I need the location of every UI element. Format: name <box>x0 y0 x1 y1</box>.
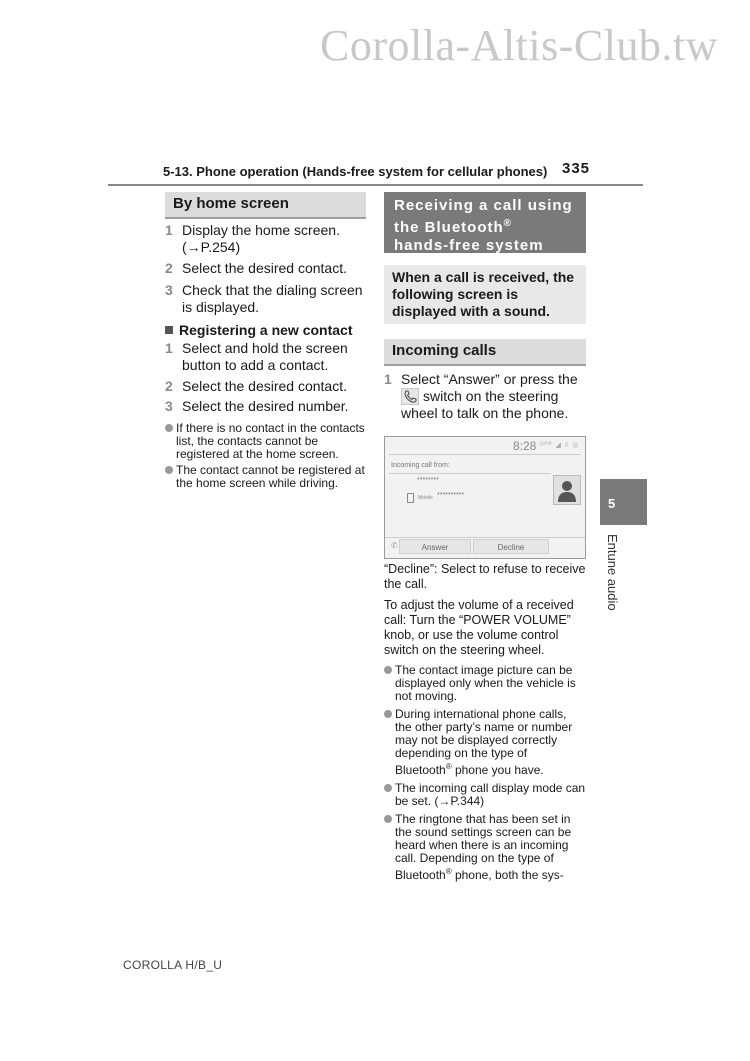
step-item: 3 Select the desired number. <box>165 398 349 414</box>
intro-box: When a call is received, the following screen is displayed with a sound. <box>384 265 586 324</box>
chapter-tab-label: Entune audio <box>605 534 620 611</box>
note-item: During international phone calls, the other party’s name or number may not be displayed correctly depending on the type of Bluetooth® phone you have. <box>384 708 586 777</box>
incoming-step <box>384 371 586 422</box>
note-item: The incoming call display mode can be set. (→P.344) <box>384 782 586 808</box>
step-item: 2 Select the desired contact. <box>165 378 347 394</box>
caller-number: ********** <box>437 492 465 499</box>
bullet-dot-icon <box>165 424 173 432</box>
note-item: If there is no contact in the contacts list, the contacts cannot be registered at the home screen. <box>165 422 365 461</box>
screen-clock: 8:28 <box>513 439 537 453</box>
mobile-phone-icon <box>407 493 414 503</box>
step-item: 1 Select and hold the screen button to add a contact. <box>165 340 348 373</box>
page-number: 335 <box>562 160 591 177</box>
section-title: 5-13. Phone operation (Hands-free system for cellular phones) <box>163 164 548 179</box>
caller-name: ******** <box>417 477 439 484</box>
step-item: 2 Select the desired contact. <box>165 260 347 276</box>
subheading-register-contact: Registering a new contact <box>165 322 365 338</box>
square-bullet-icon <box>165 326 173 334</box>
bullet-dot-icon <box>384 815 392 823</box>
divider <box>389 473 551 474</box>
footer-model: COROLLA H/B_U <box>123 958 223 972</box>
bullet-dot-icon <box>384 710 392 718</box>
subsection-heading-incoming-calls: Incoming calls <box>384 339 586 366</box>
step-item: 3 Check that the dialing screen is displayed. <box>165 282 363 315</box>
phone-switch-icon <box>401 388 419 405</box>
bullet-dot-icon <box>384 784 392 792</box>
note-item: The contact image picture can be displayed only when the vehicle is not moving. <box>384 664 586 703</box>
incoming-from-label: Incoming call from: <box>391 462 450 469</box>
volume-note: To adjust the volume of a received call: Turn the “POWER VOLUME” knob, or use the volume control switch on the steering wheel. <box>384 598 574 657</box>
chapter-tab: 5 <box>600 479 647 525</box>
screen-status-icons: ᴳᴾᴿ ◢ ◊ ◎ <box>540 442 580 449</box>
bullet-dot-icon <box>165 466 173 474</box>
phone-icon: ✆ <box>391 541 398 550</box>
note-item: The contact cannot be registered at the home screen while driving. <box>165 464 365 490</box>
mobile-label: Mobile <box>418 495 433 501</box>
step-item: 1 Display the home screen. (→P.254) <box>165 222 340 255</box>
bullet-dot-icon <box>384 666 392 674</box>
incoming-call-screen <box>384 436 586 559</box>
decline-button[interactable]: Decline <box>473 539 549 554</box>
divider <box>389 454 581 455</box>
note-item: The ringtone that has been set in the sound settings screen can be heard when there is an incoming call. Depending on the type of Bluetooth® phone, both the sys- <box>384 813 586 882</box>
call-notes <box>384 562 586 882</box>
section-heading-home-screen: By home screen <box>165 192 366 219</box>
home-screen-steps <box>165 222 365 490</box>
watermark: Corolla-Altis-Club.tw <box>320 21 718 70</box>
contact-avatar-icon <box>553 475 581 505</box>
answer-button[interactable]: Answer <box>399 539 471 554</box>
decline-note: “Decline”: Select to refuse to receive the call. <box>384 562 586 591</box>
step-item: 1 Select “Answer” or press the switch on the steering wheel to talk on the phone. <box>384 371 578 421</box>
section-heading-receiving-call: Receiving a call using the Bluetooth® hands-free system <box>384 192 586 253</box>
